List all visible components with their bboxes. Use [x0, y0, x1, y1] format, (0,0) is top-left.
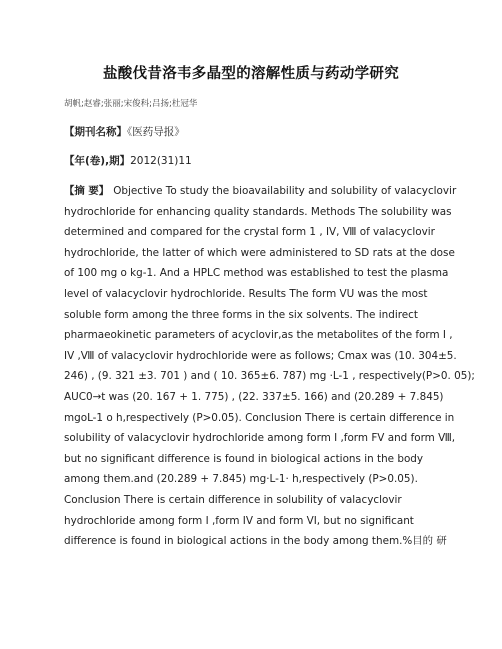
abstract-line: Conclusion There is certain difference in solubility of valacyclovir — [64, 493, 402, 506]
abstract-line: hydrochloride for enhancing quality standards. Methods The solubility was — [64, 205, 452, 218]
abstract-line: hydrochloride, the latter of which were administered to SD rats at the dose — [64, 246, 455, 259]
abstract-line: determined and compared for the crystal form 1 , IV, Ⅷ of valacyclovir — [64, 226, 435, 239]
abstract-line: AUC0→t was (20. 167 + 1. 775) , (22. 337±5. 166) and (20.289 + 7.845) — [64, 390, 444, 403]
abstract-line: IV ,Ⅷ of valacyclovir hydrochloride were as follows; Cmax was (10. 304±5. — [64, 349, 457, 362]
journal-name-row — [64, 124, 185, 139]
article-title: 盐酸伐昔洛韦多晶型的溶解性质与药动学研究 — [103, 66, 399, 82]
abstract-line: level of valacyclovir hydrochloride. Results The form VU was the most — [64, 287, 428, 300]
abstract-line: difference is found in biological actions in the body among them.%目的 研 — [64, 535, 447, 548]
abstract-line — [64, 181, 457, 202]
issue-value: 2012(31)11 — [130, 155, 192, 167]
abstract-line: solubility of valacyclovir hydrochloride among form I ,form FV and form Ⅷ, — [64, 432, 456, 445]
abstract-line: hydrochloride among form I ,form IV and form VI, but no significant — [64, 514, 414, 527]
abstract-label: 【摘 要】 — [64, 185, 110, 197]
journal-name-value: 《医药导报》 — [127, 126, 185, 138]
abstract-line: soluble form among the three forms in the six solvents. The indirect — [64, 308, 418, 321]
abstract-line: of 100 mg o kg-1. And a HPLC method was established to test the plasma — [64, 267, 449, 280]
journal-name-label: 【期刊名称】 — [64, 126, 127, 138]
abstract-block — [64, 181, 475, 552]
abstract-line: mgoL-1 o h,respectively (P>0.05). Conclusion There is certain difference in — [64, 411, 455, 424]
issue-label: 【年(卷),期】 — [64, 155, 131, 167]
abstract-line: among them.and (20.289 + 7.845) mg·L-1· h,respectively (P>0.05). — [64, 473, 418, 486]
abstract-line: but no significant difference is found in biological actions in the body — [64, 452, 424, 465]
abstract-line: pharmaeokinetic parameters of acyclovir,as the metabolites of the form I , — [64, 329, 453, 342]
abstract-text: Objective To study the bioavailability and solubility of valacyclovir — [113, 185, 457, 197]
author-list: 胡帆;赵睿;张丽;宋俊科;吕扬;杜冠华 — [64, 99, 198, 109]
abstract-line: 246) , (9. 321 ±3. 701 ) and ( 10. 365±6. 787) mg ·L-1 , respectively(P>0. 05); — [64, 370, 475, 383]
issue-row — [64, 153, 192, 168]
